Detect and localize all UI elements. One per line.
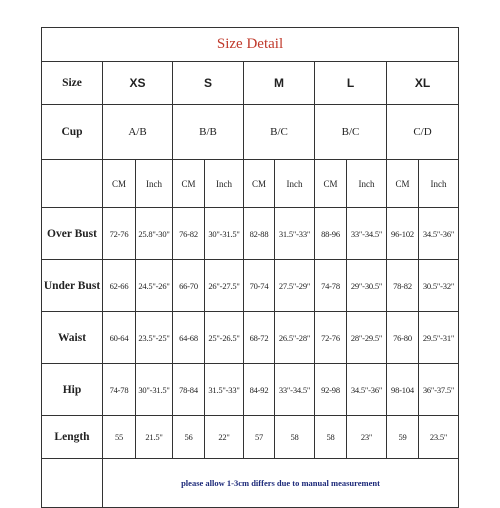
- measurement-cell: 72-76: [103, 208, 136, 260]
- size-row-label: Size: [42, 62, 103, 105]
- unit-header-cell: Inch: [205, 160, 244, 208]
- unit-header-cell: CM: [103, 160, 136, 208]
- table-title: Size Detail: [42, 28, 459, 62]
- cup-m: B/C: [244, 105, 315, 160]
- measurement-cell: 96-102: [387, 208, 419, 260]
- measurement-cell: 28"-29.5": [347, 312, 387, 364]
- measurement-cell: 26"-27.5": [205, 260, 244, 312]
- measurement-cell: 58: [275, 416, 315, 459]
- measurement-cell: 29"-30.5": [347, 260, 387, 312]
- unit-header-cell: Inch: [419, 160, 459, 208]
- measurement-cell: 62-66: [103, 260, 136, 312]
- size-m: M: [244, 62, 315, 105]
- measurement-cell: 98-104: [387, 364, 419, 416]
- unit-header-cell: Inch: [347, 160, 387, 208]
- measurement-cell: 92-98: [315, 364, 347, 416]
- measurement-cell: 34.5"-36": [419, 208, 459, 260]
- measurement-cell: 23": [347, 416, 387, 459]
- row-label: Length: [42, 416, 103, 459]
- measurement-cell: 68-72: [244, 312, 275, 364]
- row-label: Over Bust: [42, 208, 103, 260]
- measurement-cell: 78-84: [173, 364, 205, 416]
- measurement-cell: 74-78: [103, 364, 136, 416]
- measurement-note: please allow 1-3cm differs due to manual measurement: [103, 459, 459, 508]
- size-xs: XS: [103, 62, 173, 105]
- measurement-cell: 29.5"-31": [419, 312, 459, 364]
- unit-header-cell: CM: [173, 160, 205, 208]
- unit-header-cell: CM: [387, 160, 419, 208]
- measurement-row: [42, 208, 459, 260]
- measurement-cell: 31.5"-33": [205, 364, 244, 416]
- measurement-row: [42, 416, 459, 459]
- measurement-cell: 84-92: [244, 364, 275, 416]
- measurement-cell: 58: [315, 416, 347, 459]
- measurement-cell: 34.5"-36": [347, 364, 387, 416]
- measurement-cell: 25"-26.5": [205, 312, 244, 364]
- measurement-cell: 33"-34.5": [347, 208, 387, 260]
- measurement-cell: 33"-34.5": [275, 364, 315, 416]
- measurement-cell: 22": [205, 416, 244, 459]
- measurement-cell: 26.5"-28": [275, 312, 315, 364]
- measurement-cell: 25.8"-30": [136, 208, 173, 260]
- cup-xs: A/B: [103, 105, 173, 160]
- size-l: L: [315, 62, 387, 105]
- measurement-cell: 36"-37.5": [419, 364, 459, 416]
- row-label: Waist: [42, 312, 103, 364]
- unit-header-cell: CM: [315, 160, 347, 208]
- measurement-cell: 59: [387, 416, 419, 459]
- measurement-cell: 30.5"-32": [419, 260, 459, 312]
- size-xl: XL: [387, 62, 459, 105]
- measurement-cell: 57: [244, 416, 275, 459]
- measurement-cell: 23.5": [419, 416, 459, 459]
- cup-l: B/C: [315, 105, 387, 160]
- measurement-cell: 64-68: [173, 312, 205, 364]
- unit-header-cell: Inch: [136, 160, 173, 208]
- measurement-cell: 66-70: [173, 260, 205, 312]
- cup-row-label: Cup: [42, 105, 103, 160]
- note-row-label: [42, 459, 103, 508]
- cup-s: B/B: [173, 105, 244, 160]
- measurement-cell: 31.5"-33": [275, 208, 315, 260]
- measurement-cell: 21.5": [136, 416, 173, 459]
- cup-xl: C/D: [387, 105, 459, 160]
- measurement-cell: 76-82: [173, 208, 205, 260]
- measurement-cell: 56: [173, 416, 205, 459]
- measurement-cell: 23.5"-25": [136, 312, 173, 364]
- measurement-row: [42, 312, 459, 364]
- measurement-cell: 82-88: [244, 208, 275, 260]
- measurement-cell: 88-96: [315, 208, 347, 260]
- row-label: Under Bust: [42, 260, 103, 312]
- measurement-row: [42, 260, 459, 312]
- measurement-cell: 30"-31.5": [136, 364, 173, 416]
- measurement-cell: 72-76: [315, 312, 347, 364]
- size-detail-table: [41, 27, 459, 508]
- row-label: Hip: [42, 364, 103, 416]
- measurement-cell: 70-74: [244, 260, 275, 312]
- measurement-cell: 30"-31.5": [205, 208, 244, 260]
- measurement-cell: 24.5"-26": [136, 260, 173, 312]
- measurement-cell: 78-82: [387, 260, 419, 312]
- measurement-cell: 27.5"-29": [275, 260, 315, 312]
- measurement-row: [42, 364, 459, 416]
- measurement-cell: 60-64: [103, 312, 136, 364]
- unit-row-label: [42, 160, 103, 208]
- size-s: S: [173, 62, 244, 105]
- measurement-cell: 76-80: [387, 312, 419, 364]
- measurement-cell: 74-78: [315, 260, 347, 312]
- unit-header-cell: CM: [244, 160, 275, 208]
- unit-header-cell: Inch: [275, 160, 315, 208]
- measurement-cell: 55: [103, 416, 136, 459]
